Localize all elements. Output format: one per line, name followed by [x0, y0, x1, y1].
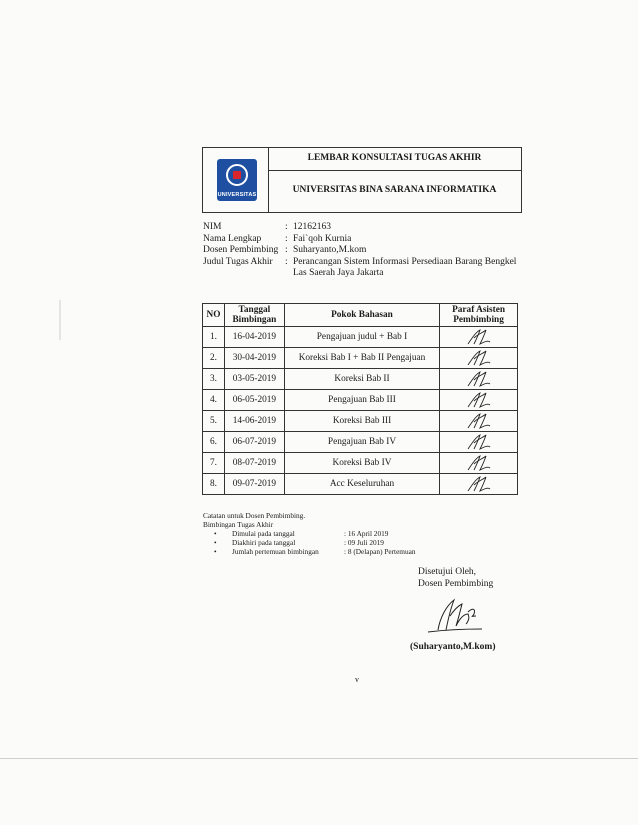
scan-mark — [59, 300, 61, 340]
paraf-signature — [464, 370, 494, 388]
table-row — [203, 369, 518, 390]
cell-pokok: Koreksi Bab II — [284, 369, 439, 390]
table-row — [203, 390, 518, 411]
cell-pokok: Acc Keseluruhan — [284, 474, 439, 495]
cell-pokok: Pengajuan Bab IV — [284, 432, 439, 453]
paraf-signature — [464, 433, 494, 451]
table-header-row — [203, 304, 518, 327]
identity-value: Suharyanto,M.kom — [293, 245, 367, 255]
note-label: Jumlah pertemuan bimbingan — [232, 547, 319, 556]
page-number: v — [355, 675, 359, 684]
table-row — [203, 327, 518, 348]
note-item: • Dimulai pada tanggal : 16 April 2019 — [214, 529, 389, 538]
notes-title: Catatan untuk Dosen Pembimbing. — [203, 511, 306, 520]
notes-block — [203, 511, 416, 556]
paraf-signature — [464, 349, 494, 367]
cell-no: 3. — [203, 369, 225, 390]
cell-tanggal: 06-07-2019 — [224, 432, 284, 453]
table-row — [203, 348, 518, 369]
cell-pokok: Koreksi Bab I + Bab II Pengajuan — [284, 348, 439, 369]
cell-paraf — [440, 327, 518, 348]
header-no: NO — [203, 304, 225, 327]
cell-tanggal: 30-04-2019 — [224, 348, 284, 369]
university-row — [268, 171, 521, 212]
logo-text: UNIVERSITAS — [217, 192, 257, 198]
cell-paraf — [440, 432, 518, 453]
identity-value: Perancangan Sistem Informasi Persediaan Barang Bengkel — [293, 256, 517, 267]
cell-no: 5. — [203, 411, 225, 432]
header-tanggal: Tanggal Bimbingan — [224, 304, 284, 327]
cell-paraf — [440, 369, 518, 390]
cell-paraf — [440, 453, 518, 474]
note-item: • Jumlah pertemuan bimbingan : 8 (Delapan) Pertemuan — [214, 547, 416, 556]
page-bottom-edge — [0, 758, 638, 759]
paraf-signature — [464, 475, 494, 493]
note-value: : 8 (Delapan) Pertemuan — [344, 547, 416, 556]
consultation-table — [202, 303, 518, 495]
paraf-signature — [464, 454, 494, 472]
approval-block — [418, 567, 493, 590]
document-page: UNIVERSITAS LEMBAR KONSULTASI TUGAS AKHIR UNIVERSITAS BINA SARANA INFORMATIKA NIM : 12162163 Nama Lengkap : Fai`qoh Kurnia Dosen Pembimbing : Suharyanto,M.kom Judul Tugas Akhir : Perancangan Sistem Informasi Persediaan Barang Bengkel Las Saerah Jaya Jakarta NO Tanggal Bimbingan Pokok Bahasan Paraf Asisten Pembimbing 1. 16-04-2019 Pengajuan judul + Bab I 2. 30-04-2019 Koreksi Bab I + Bab II Pengajuan 3. 03-05-2019 Koreksi Bab II 4. 06-05-2019 Pengajuan Bab III 5. 14-06-2019 Koreksi Bab III 6. 06-07-2019 Pengajuan Bab IV 7. 08-07-2019 Koreksi Bab IV 8. 09-07-2019 Acc Keseluruhan Catatan untuk Dosen Pembimbing. Bimbingan Tugas Akhir • Dimulai pada tanggal : 16 April 2019 • Diakhiri pada tanggal : 09 Juli 2019 • Jumlah pertemuan bimbingan : 8 (Delapan) Pertemuan Disetujui Oleh, Dosen Pembimbing (Suharyanto,M.kom) v — [0, 0, 638, 825]
form-title-row — [268, 148, 521, 171]
cell-tanggal: 08-07-2019 — [224, 453, 284, 474]
identity-value: Las Saerah Jaya Jakarta — [293, 268, 384, 278]
identity-label: NIM — [203, 222, 222, 232]
cell-paraf — [440, 348, 518, 369]
cell-no: 6. — [203, 432, 225, 453]
note-item: • Diakhiri pada tanggal : 09 Juli 2019 — [214, 538, 384, 547]
cell-no: 7. — [203, 453, 225, 474]
cell-no: 8. — [203, 474, 225, 495]
identity-value: 12162163 — [293, 222, 331, 232]
cell-no: 1. — [203, 327, 225, 348]
university-logo-icon — [217, 159, 257, 201]
table-row — [203, 432, 518, 453]
cell-no: 4. — [203, 390, 225, 411]
note-label: Dimulai pada tanggal — [232, 529, 295, 538]
paraf-signature — [464, 391, 494, 409]
note-value: : 09 Juli 2019 — [344, 538, 384, 547]
identity-label: Nama Lengkap — [203, 233, 262, 244]
cell-pokok: Koreksi Bab III — [284, 411, 439, 432]
cell-tanggal: 14-06-2019 — [224, 411, 284, 432]
identity-value: Fai`qoh Kurnia — [293, 233, 352, 244]
header-box — [202, 147, 522, 213]
cell-paraf — [440, 474, 518, 495]
form-title: LEMBAR KONSULTASI TUGAS AKHIR — [307, 153, 482, 163]
header-pokok: Pokok Bahasan — [284, 304, 439, 327]
cell-pokok: Pengajuan Bab III — [284, 390, 439, 411]
table-row — [203, 453, 518, 474]
cell-tanggal: 09-07-2019 — [224, 474, 284, 495]
logo-cell — [203, 148, 269, 212]
header-paraf: Paraf Asisten Pembimbing — [440, 304, 518, 327]
cell-pokok: Koreksi Bab IV — [284, 453, 439, 474]
identity-label: Judul Tugas Akhir — [203, 256, 273, 267]
approval-line-2: Dosen Pembimbing — [418, 578, 494, 589]
cell-no: 2. — [203, 348, 225, 369]
signer-name: (Suharyanto,M.kom) — [410, 642, 496, 652]
cell-tanggal: 03-05-2019 — [224, 369, 284, 390]
cell-paraf — [440, 411, 518, 432]
supervisor-signature — [424, 596, 488, 638]
notes-subtitle: Bimbingan Tugas Akhir — [203, 520, 274, 529]
table-row — [203, 474, 518, 495]
university-name: UNIVERSITAS BINA SARANA INFORMATIKA — [292, 185, 497, 195]
cell-pokok: Pengajuan judul + Bab I — [284, 327, 439, 348]
identity-label: Dosen Pembimbing — [203, 245, 279, 255]
note-value: : 16 April 2019 — [344, 529, 389, 538]
cell-paraf — [440, 390, 518, 411]
note-label: Diakhiri pada tanggal — [232, 538, 296, 547]
paraf-signature — [464, 328, 494, 346]
cell-tanggal: 16-04-2019 — [224, 327, 284, 348]
table-row — [203, 411, 518, 432]
cell-tanggal: 06-05-2019 — [224, 390, 284, 411]
paraf-signature — [464, 412, 494, 430]
approval-line-1: Disetujui Oleh, — [418, 567, 477, 577]
